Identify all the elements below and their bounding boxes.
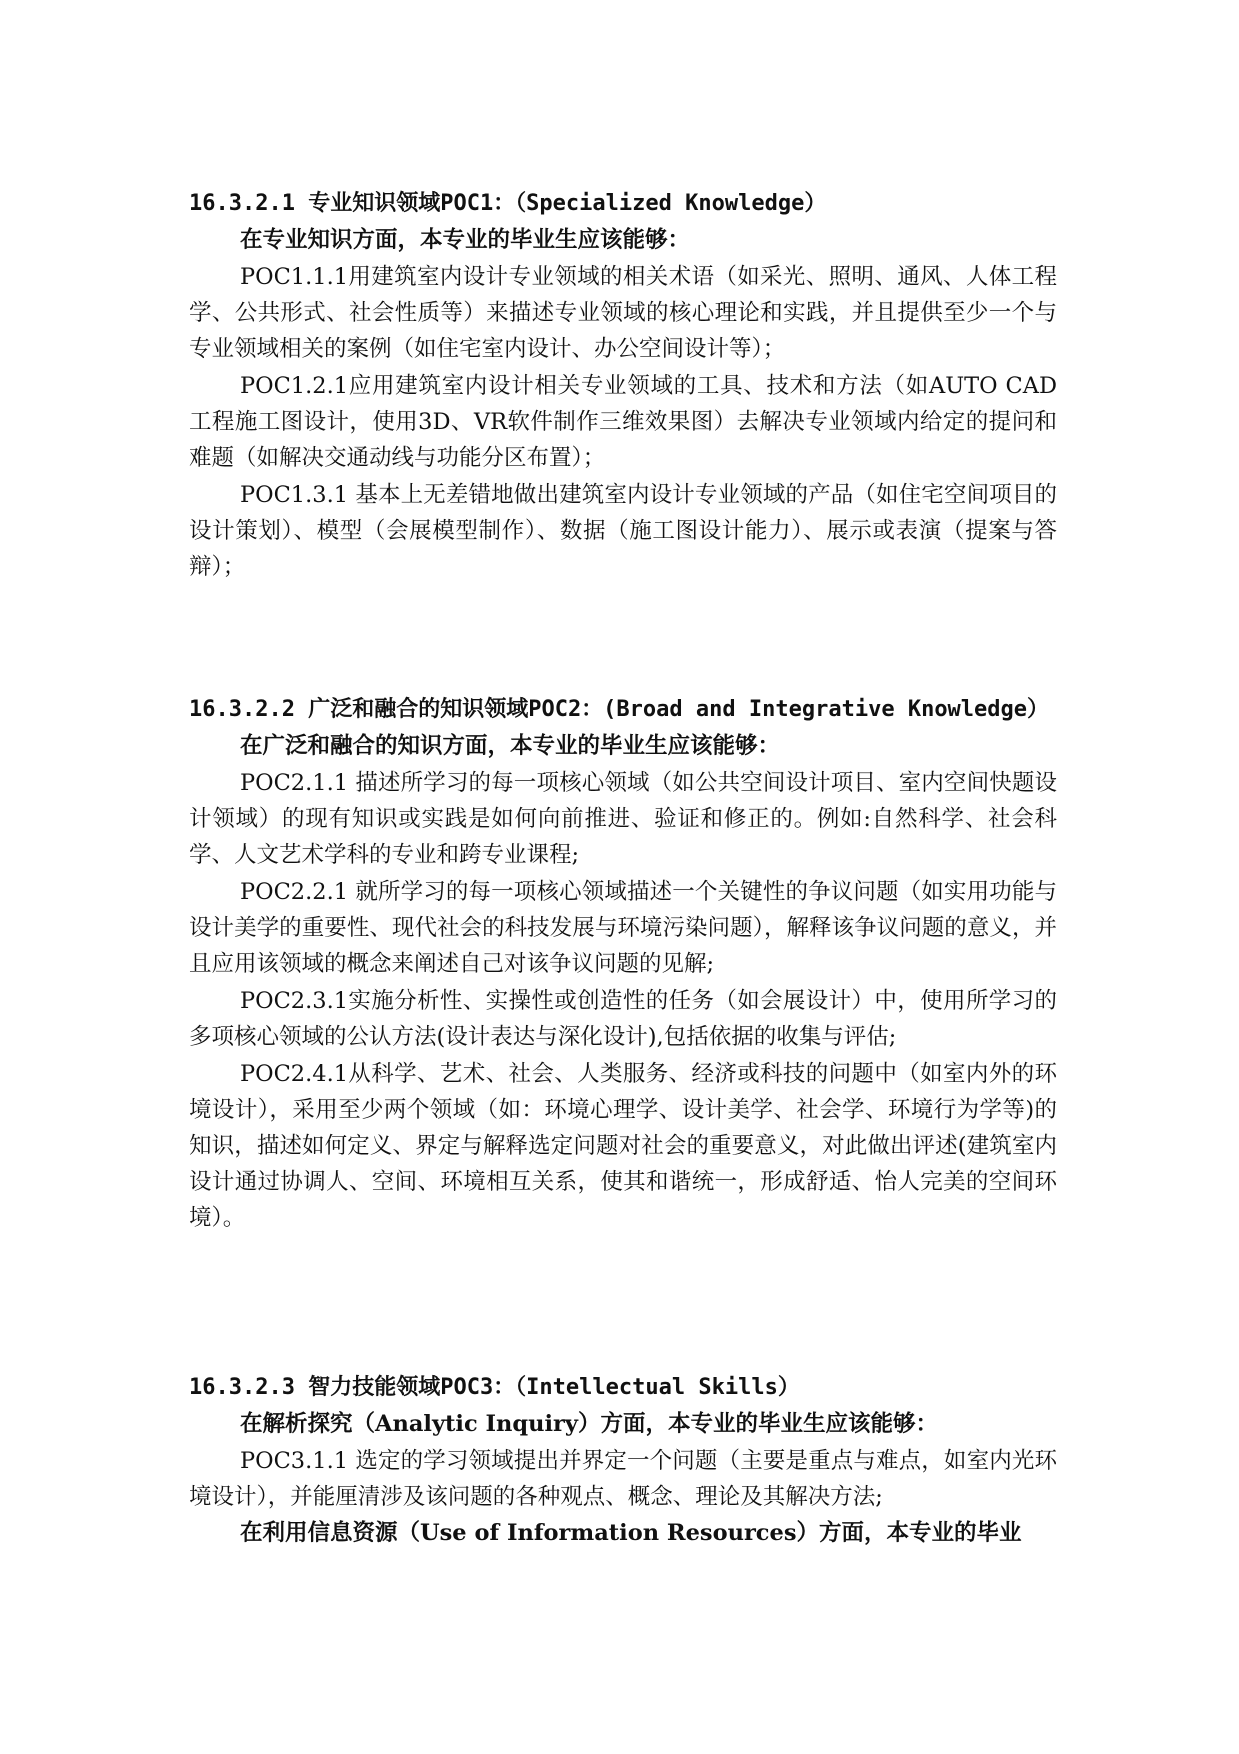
section-subheading-info-resources: 在利用信息资源（Use of Information Resources）方面，本专业的毕业: [240, 1520, 1022, 1546]
section-poc1: [189, 186, 1057, 585]
section-poc2: [189, 692, 1057, 1236]
outcome-poc1-3-1: POC1.3.1 基本上无差错地做出建筑室内设计专业领域的产品（如住宅空间项目的设计策划）、模型（会展模型制作）、数据（施工图设计能力）、展示或表演（提案与答辩）；: [189, 482, 1057, 580]
outcome-poc3-1-1: POC3.1.1 选定的学习领域提出并界定一个问题（主要是重点与难点，如室内光环境设计），并能厘清涉及该问题的各种观点、概念、理论及其解决方法;: [189, 1448, 1057, 1510]
section-poc3: [189, 1370, 1057, 1551]
outcome-poc2-1-1: POC2.1.1 描述所学习的每一项核心领域（如公共空间设计项目、室内空间快题设计领域）的现有知识或实践是如何向前推进、验证和修正的。例如:自然科学、社会科学、人文艺术学科的专业和跨专业课程;: [189, 770, 1057, 868]
section-heading: 16.3.2.2 广泛和融合的知识领域POC2：(Broad and Integrative Knowledge）: [189, 697, 1050, 722]
outcome-poc1-1-1: POC1.1.1用建筑室内设计专业领域的相关术语（如采光、照明、通风、人体工程学、公共形式、社会性质等）来描述专业领域的核心理论和实践，并且提供至少一个与专业领域相关的案例（如住宅室内设计、办公空间设计等）；: [189, 264, 1057, 362]
section-heading: 16.3.2.3 智力技能领域POC3：（Intellectual Skills）: [189, 1375, 800, 1400]
section-subheading: 在解析探究（Analytic Inquiry）方面，本专业的毕业生应该能够：: [240, 1411, 938, 1437]
section-subheading: 在广泛和融合的知识方面，本专业的毕业生应该能够：: [240, 733, 781, 759]
section-subheading: 在专业知识方面，本专业的毕业生应该能够：: [240, 227, 691, 253]
outcome-poc2-2-1: POC2.2.1 就所学习的每一项核心领域描述一个关键性的争议问题（如实用功能与设计美学的重要性、现代社会的科技发展与环境污染问题），解释该争议问题的意义，并且应用该领域的概念来阐述自己对该争议问题的见解;: [189, 879, 1057, 977]
section-heading: 16.3.2.1 专业知识领域POC1：（Specialized Knowledge）: [189, 191, 827, 216]
outcome-poc2-3-1: POC2.3.1实施分析性、实操性或创造性的任务（如会展设计）中，使用所学习的多项核心领域的公认方法(设计表达与深化设计),包括依据的收集与评估;: [189, 988, 1057, 1050]
outcome-poc1-2-1: POC1.2.1应用建筑室内设计相关专业领域的工具、技术和方法（如AUTO CAD工程施工图设计，使用3D、VR软件制作三维效果图）去解决专业领域内给定的提问和难题（如解决交通动线与功能分区布置）；: [189, 373, 1057, 471]
outcome-poc2-4-1: POC2.4.1从科学、艺术、社会、人类服务、经济或科技的问题中（如室内外的环境设计），采用至少两个领域（如：环境心理学、设计美学、社会学、环境行为学等)的知识，描述如何定义、界定与解释选定问题对社会的重要意义，对此做出评述(建筑室内设计通过协调人、空间、环境相互关系，使其和谐统一，形成舒适、怡人完美的空间环境）。: [189, 1061, 1057, 1231]
